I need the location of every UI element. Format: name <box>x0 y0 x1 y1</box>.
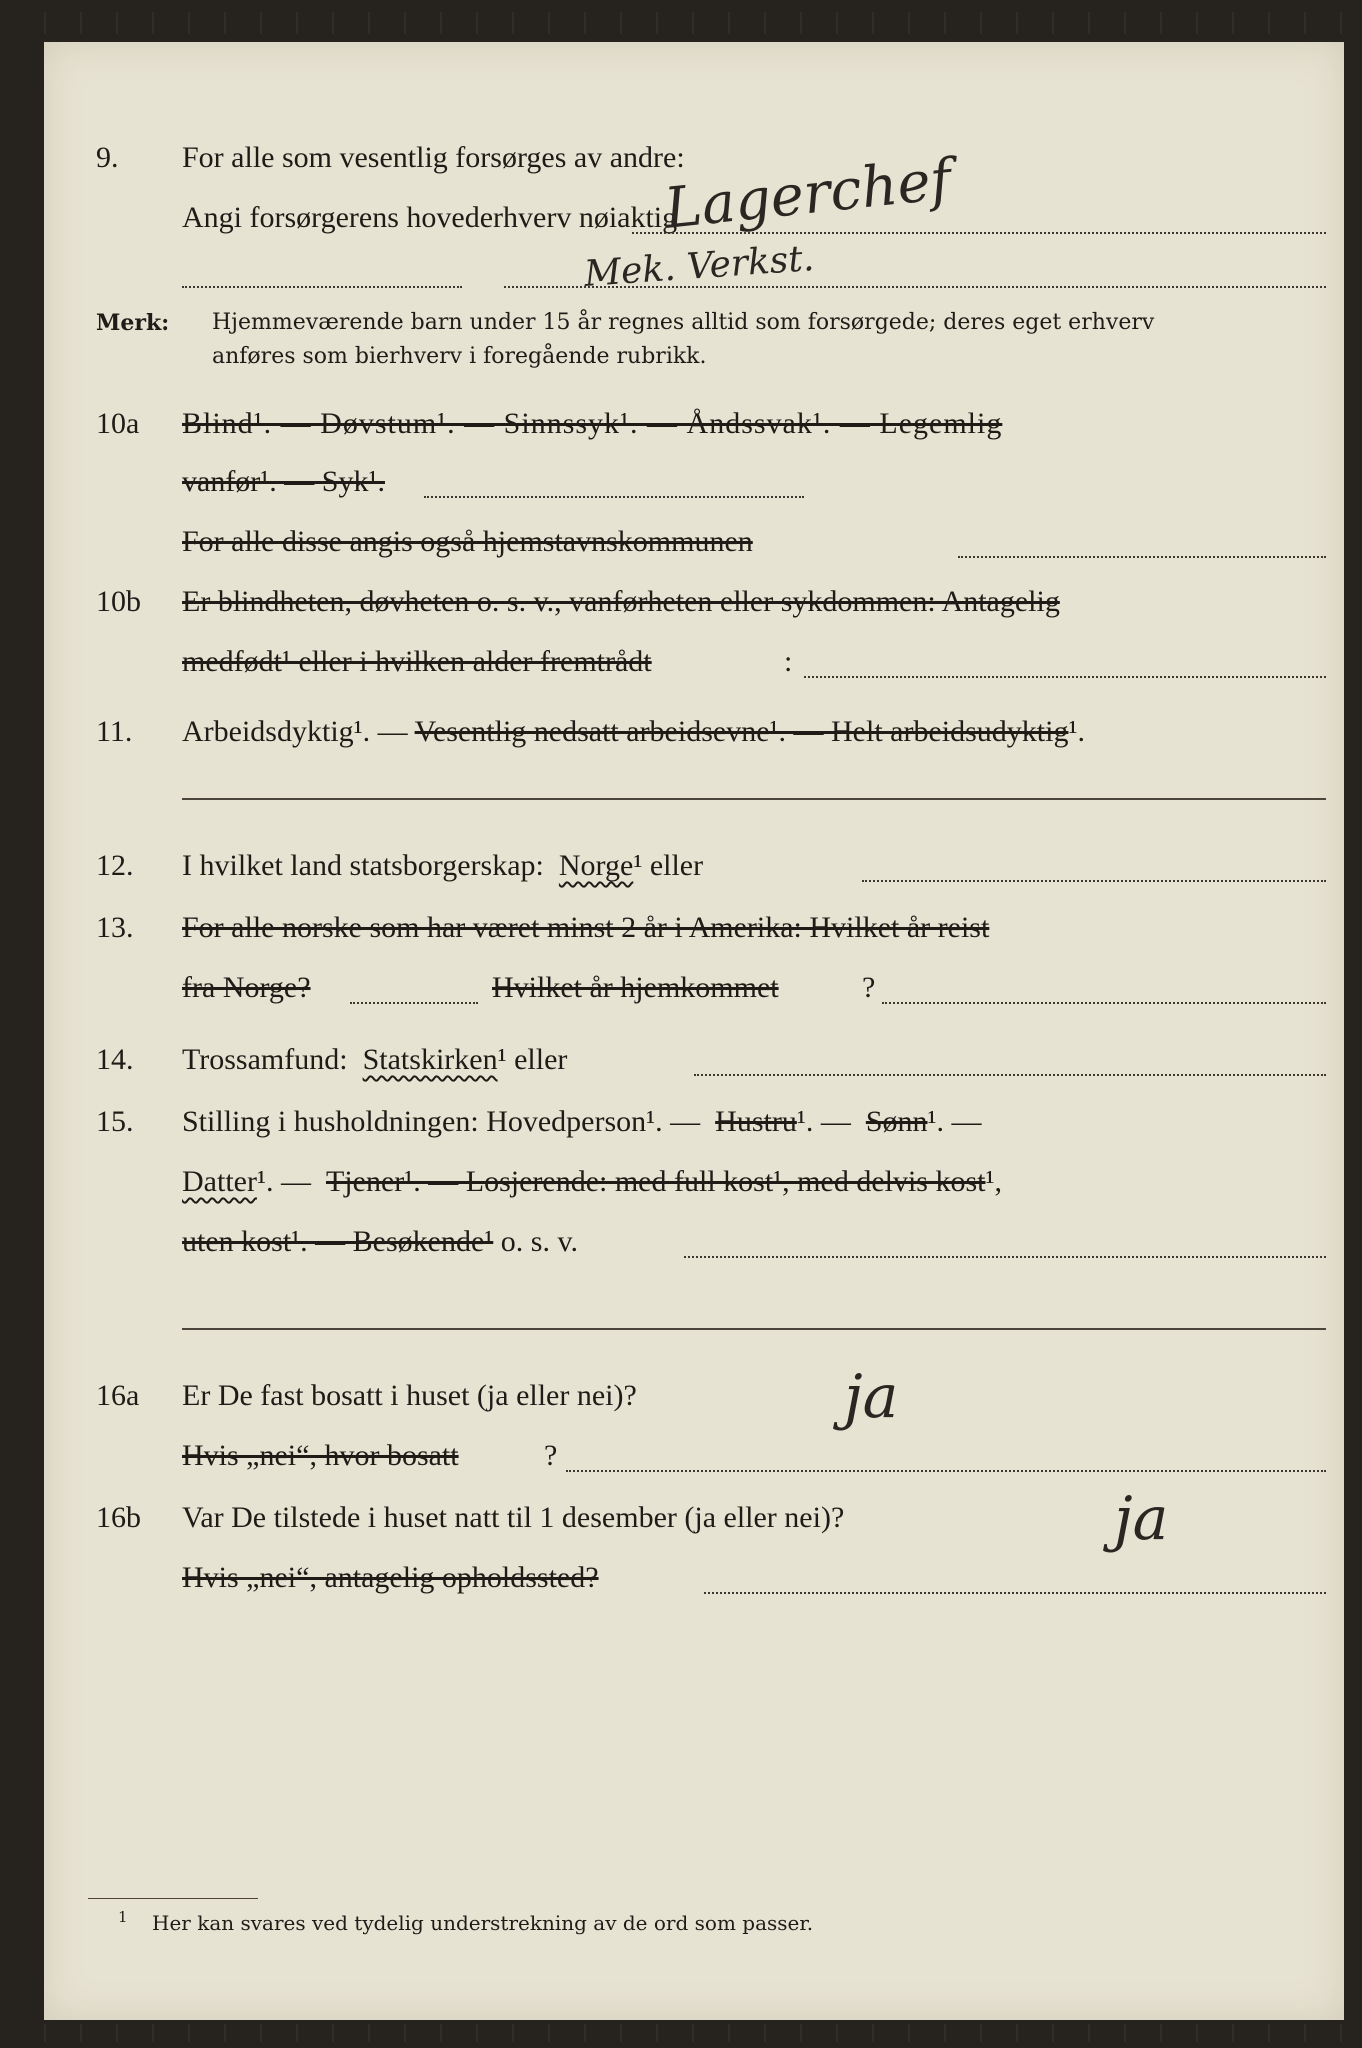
question-number: 13. <box>96 911 134 944</box>
question-text: fra Norge? <box>182 971 311 1004</box>
option-kept: Arbeidsdyktig¹. — <box>182 715 408 748</box>
handwritten-answer: Mek. Verkst. <box>582 238 816 295</box>
question-10b-row1 <box>44 582 1344 622</box>
answer-line <box>804 676 1326 678</box>
selected-option: Statskirken <box>362 1043 498 1076</box>
answer-line <box>182 798 1326 800</box>
question-number: 11. <box>96 715 133 748</box>
question-text: For alle norske som har været minst 2 år i Amerika: Hvilket år reist <box>182 911 990 944</box>
question-number: 10a <box>96 407 140 440</box>
option-sep: ¹. — <box>796 1105 851 1138</box>
question-text <box>182 1040 567 1080</box>
scan-edge-bottom <box>44 2024 1344 2042</box>
question-9-row1 <box>44 138 1344 178</box>
answer-line <box>566 1470 1326 1472</box>
scan-edge-top <box>44 12 1344 34</box>
note-text: anføres som bierhverv i foregående rubrikk. <box>212 344 707 369</box>
census-form-page <box>44 42 1344 2020</box>
question-10a-row3 <box>44 522 1344 562</box>
question-number: 10b <box>96 585 141 618</box>
question-text: Hvilket år hjemkommet <box>492 971 779 1004</box>
question-label: Trossamfund: <box>182 1043 348 1076</box>
question-text: ? <box>862 971 876 1004</box>
question-number: 15. <box>96 1105 134 1138</box>
answer-line <box>182 286 462 288</box>
question-10b-row2 <box>44 642 1344 682</box>
question-text: For alle som vesentlig forsørges av andre: <box>182 141 685 174</box>
footnote-mark: 1 <box>118 1908 128 1926</box>
question-16a-row2 <box>44 1436 1344 1476</box>
option-alt: eller <box>649 849 704 882</box>
option-tail: o. s. v. <box>500 1225 579 1258</box>
option-struck: Hustru <box>715 1105 797 1138</box>
question-number: 14. <box>96 1043 134 1076</box>
answer-line <box>182 1328 1326 1330</box>
question-number: 16b <box>96 1501 141 1534</box>
question-16b-row1 <box>44 1484 1344 1554</box>
question-15-row1 <box>44 1102 1344 1142</box>
question-16b-row2 <box>44 1558 1344 1598</box>
option-struck: uten kost¹. — Besøkende¹ <box>182 1225 494 1258</box>
question-14-row <box>44 1040 1344 1080</box>
footnote-rule <box>88 1898 258 1899</box>
answer-line <box>424 496 804 498</box>
note-text: Hjemmeværende barn under 15 år regnes alltid som forsørgede; deres eget erhverv <box>212 310 1155 335</box>
footnote-text: Her kan svares ved tydelig understrekning av de ord som passer. <box>152 1911 814 1935</box>
option-tail: ¹. <box>1068 715 1085 748</box>
handwritten-answer: ja <box>844 1362 899 1432</box>
question-text: Er De fast bosatt i huset (ja eller nei)? <box>182 1379 637 1412</box>
option-struck: Tjener¹. — Losjerende: med full kost¹, med delvis kost <box>325 1165 986 1198</box>
footnote-ref: ¹ <box>633 849 643 882</box>
question-text <box>182 712 1085 752</box>
question-10a-row2 <box>44 462 1344 502</box>
answer-line <box>882 1002 1326 1004</box>
answer-line <box>862 880 1326 882</box>
question-15-row3 <box>44 1222 1344 1262</box>
question-text <box>182 1222 578 1262</box>
question-text: : <box>784 645 793 678</box>
footnote-ref: ¹ <box>497 1043 507 1076</box>
question-number: 9. <box>96 141 119 174</box>
option-sep: ¹, <box>985 1165 1002 1198</box>
option-sep: ¹. — <box>927 1105 982 1138</box>
option-struck: Vesentlig nedsatt arbeidsevne¹. — Helt arbeidsudyktig <box>414 715 1069 748</box>
question-13-row2 <box>44 968 1344 1008</box>
option-sep: ¹. — <box>256 1165 311 1198</box>
answer-line <box>704 1592 1326 1594</box>
option-alt: eller <box>514 1043 568 1076</box>
question-text: Blind¹. — Døvstum¹. — Sinnssyk¹. — Åndssvak¹. — Legemlig <box>182 407 1003 440</box>
answer-line <box>350 1002 478 1004</box>
question-12-row <box>44 846 1344 886</box>
option-kept: Stilling i husholdningen: Hovedperson¹. — <box>182 1105 701 1138</box>
note-row2 <box>44 342 1344 382</box>
question-text <box>182 1162 1002 1202</box>
question-number: 12. <box>96 849 134 882</box>
handwritten-answer: ja <box>1114 1484 1169 1554</box>
question-text: ? <box>544 1439 558 1472</box>
question-text: For alle disse angis også hjemstavnskommunen <box>182 525 753 558</box>
question-9-row3 <box>44 238 1344 295</box>
handwritten-answer: Lagerchef <box>661 147 955 242</box>
question-11-row1 <box>44 712 1344 752</box>
selected-option: Norge <box>558 849 634 882</box>
footnote-row <box>44 1908 1344 1948</box>
question-text: vanfør¹. — Syk¹. <box>182 465 385 498</box>
question-text: Var De tilstede i huset natt til 1 desember (ja eller nei)? <box>182 1501 845 1534</box>
question-13-row1 <box>44 908 1344 948</box>
question-text: Hvis „nei“, antagelig opholdssted? <box>182 1561 599 1594</box>
note-label: Merk: <box>96 310 170 336</box>
question-text <box>182 846 703 886</box>
option-struck: Sønn <box>865 1105 928 1138</box>
question-number: 16a <box>96 1379 140 1412</box>
question-15-row2 <box>44 1162 1344 1202</box>
question-10a-row1 <box>44 404 1344 444</box>
question-text: Hvis „nei“, hvor bosatt <box>182 1439 459 1472</box>
question-16a-row1 <box>44 1362 1344 1432</box>
selected-option: Datter <box>182 1165 257 1198</box>
question-text: Angi forsørgerens hovederhverv nøiaktig <box>182 201 678 234</box>
answer-line <box>684 1256 1326 1258</box>
question-text: medfødt¹ eller i hvilken alder fremtrådt <box>182 645 652 678</box>
answer-line <box>694 1074 1326 1076</box>
question-text: Er blindheten, døvheten o. s. v., vanførheten eller sykdommen: Antagelig <box>182 585 1060 618</box>
answer-line <box>958 556 1326 558</box>
question-text <box>182 1102 982 1142</box>
question-label: I hvilket land statsborgerskap: <box>182 849 544 882</box>
